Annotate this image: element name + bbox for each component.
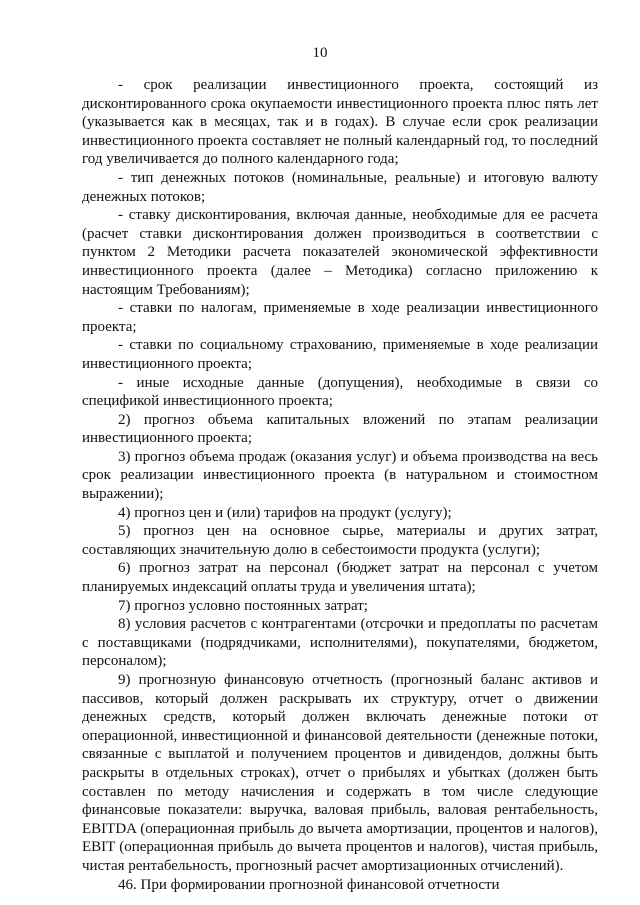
paragraph: - ставки по налогам, применяемые в ходе реализации инвестиционного проекта; [82,300,598,335]
paragraph: 4) прогноз цен и (или) тарифов на продукт (услугу); [118,504,452,521]
document-body [82,76,598,894]
paragraph: - иные исходные данные (допущения), необходимые в связи со спецификой инвестиционного проекта; [82,374,598,410]
paragraph: 7) прогноз условно постоянных затрат; [118,597,368,614]
paragraph: - ставки по социальному страхованию, применяемые в ходе реализации инвестиционного проекта; [82,337,598,372]
paragraph: 3) прогноз объема продаж (оказания услуг) и объема производства на весь срок реализации инвестиционного проекта (в натуральном и стоимостном выражении); [82,448,598,503]
paragraph: 9) прогнозную финансовую отчетность (прогнозный баланс активов и пассивов, который должен раскрывать их структуру, отчет о движении денежных средств, который должен включать денежные потоки от операционной, инвестиционной и финансовой деятельности (денежные потоки, связанные с выплатой и получением процентов и дивидендов, должны быть раскрыты в отдельных строках), отчет о прибылях и убытках (должен быть составлен по методу начисления и содержать в том числе следующие финансовые показатели: выручка, валовая прибыль, валовая рентабельность, EBITDA (операционная прибыль до вычета амортизации, процентов и налогов), EBIT (операционная прибыль до вычета процентов и налогов), чистая прибыль, чистая рентабельность, прогнозный расчет амортизационных отчислений). [82,672,598,874]
paragraph: 5) прогноз цен на основное сырье, материалы и других затрат, составляющих значительную долю в себестоимости продукта (услуги); [82,523,598,558]
paragraph: 2) прогноз объема капитальных вложений по этапам реализации инвестиционного проекта; [82,411,598,447]
paragraph: - срок реализации инвестиционного проекта, состоящий из дисконтированного срока окупаемости инвестиционного проекта плюс пять лет (указывается как в месяцах, так и в годах). В случае если срок реализации инвестиционного проекта составляет не полный календарный год, то последний год увеличивается до полного календарного года; [82,77,598,168]
page-number: 10 [312,45,328,61]
paragraph: 46. При формировании прогнозной финансовой отчетности [118,876,500,893]
paragraph: - ставку дисконтирования, включая данные, необходимые для ее расчета (расчет ставки дисконтирования должен производиться в соответствии с пунктом 2 Методики расчета показателей экономической эффективности инвестиционного проекта (далее – Методика) согласно приложению к настоящим Требованиям); [82,207,598,298]
paragraph: - тип денежных потоков (номинальные, реальные) и итоговую валюту денежных потоков; [82,169,598,205]
paragraph: 8) условия расчетов с контрагентами (отсрочки и предоплаты по расчетам с поставщиками (подрядчиками, исполнителями), покупателями, бюджетом, персоналом); [82,616,598,670]
paragraph: 6) прогноз затрат на персонал (бюджет затрат на персонал с учетом планируемых индексаций оплаты труда и увеличения штата); [82,560,598,596]
